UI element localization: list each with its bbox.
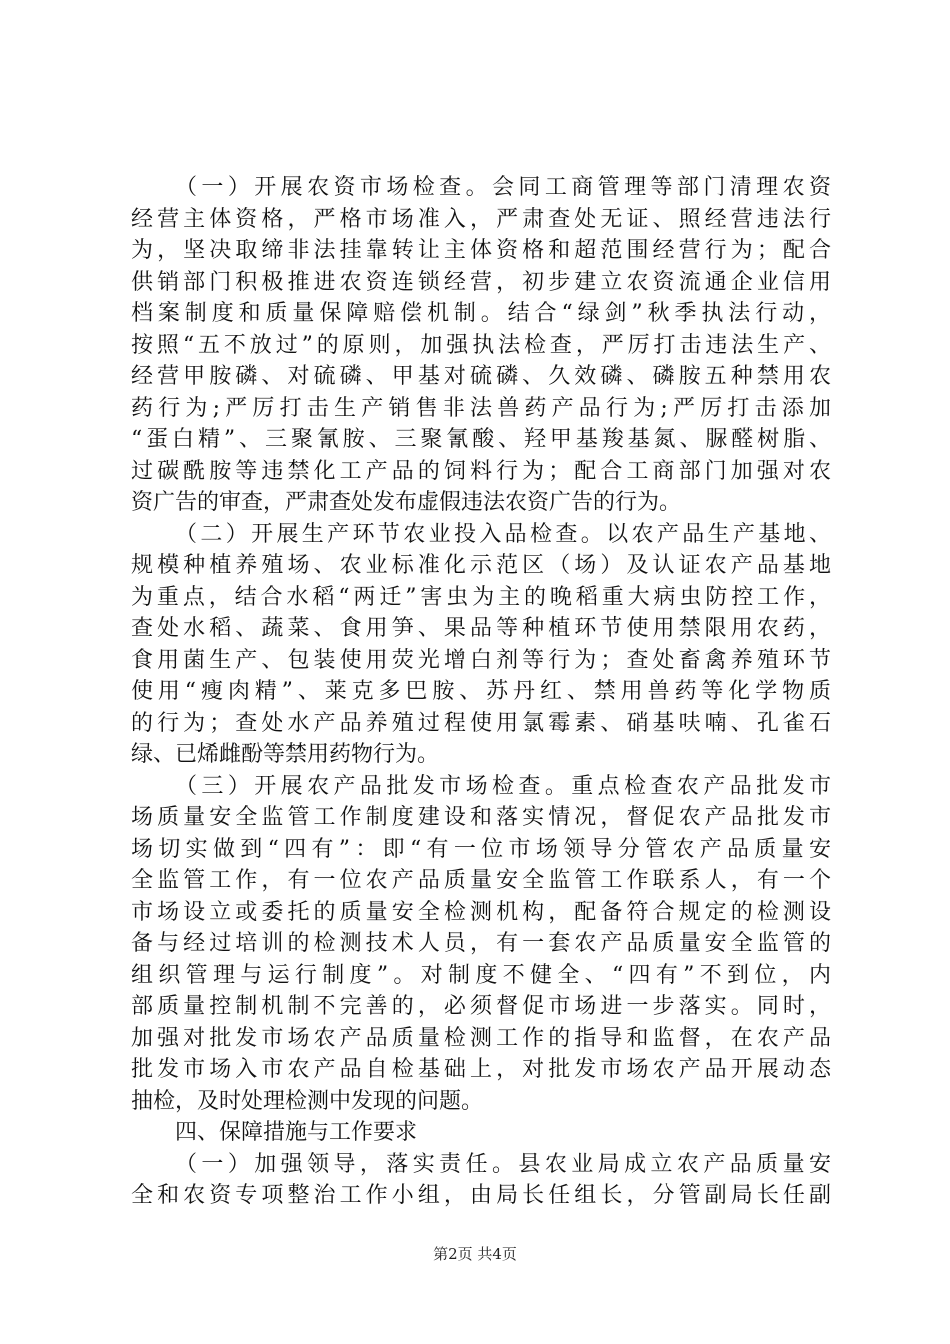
text-line: 查处水稻、蔬菜、食用笋、果品等种植环节使用禁限用农药，: [131, 616, 831, 641]
text-line: 绿、已烯雌酚等禁用药物行为。: [131, 742, 440, 767]
text-line: 按照“五不放过”的原则，加强执法检查，严厉打击违法生产、: [131, 332, 831, 358]
text-line: 抽检，及时处理检测中发现的问题。: [131, 1088, 484, 1114]
text-line: （一）开展农资市场检查。会同工商管理等部门清理农资: [175, 175, 831, 200]
text-line: 经营甲胺磷、对硫磷、甲基对硫磷、久效磷、磷胺五种禁用农: [131, 364, 831, 389]
text-line: 过碳酰胺等违禁化工产品的饲料行为；配合工商部门加强对农: [131, 458, 831, 484]
text-line: 四、保障措施与工作要求: [175, 1120, 418, 1145]
text-line: 全和农资专项整治工作小组，由局长任组长，分管副局长任副: [131, 1183, 831, 1208]
text-line: 全监管工作，有一位农产品质量安全监管工作联系人，有一个: [131, 868, 831, 893]
text-line: 药行为;严厉打击生产销售非法兽药产品行为;严厉打击添加: [131, 395, 831, 421]
text-line: 市场设立或委托的质量安全检测机构，配备符合规定的检测设: [131, 899, 831, 925]
text-line: 规模种植养殖场、农业标准化示范区（场）及认证农产品基地: [131, 553, 831, 578]
text-line: 资广告的审查，严肃查处发布虚假违法农资广告的行为。: [131, 490, 682, 515]
text-line: 食用菌生产、包装使用荧光增白剂等行为；查处畜禽养殖环节: [131, 647, 831, 673]
text-line: 为，坚决取缔非法挂靠转让主体资格和超范围经营行为；配合: [131, 238, 831, 263]
text-line: 备与经过培训的检测技术人员，有一套农产品质量安全监管的: [131, 931, 831, 956]
text-line: 为重点，结合水稻“两迁”害虫为主的晚稻重大病虫防控工作，: [131, 584, 831, 610]
text-line: 组织管理与运行制度”。对制度不健全、“四有”不到位，内: [131, 962, 831, 988]
text-line: 加强对批发市场农产品质量检测工作的指导和监督，在农产品: [131, 1025, 831, 1051]
text-line: 经营主体资格，严格市场准入，严肃查处无证、照经营违法行: [131, 206, 831, 232]
text-line: （二）开展生产环节农业投入品检查。以农产品生产基地、: [175, 521, 831, 547]
body-text: [131, 172, 831, 1212]
text-line: 场切实做到“四有”：即“有一位市场领导分管农产品质量安: [131, 836, 831, 862]
text-line: “蛋白精”、三聚氰胺、三聚氰酸、羟甲基羧基氮、脲醛树脂、: [131, 427, 831, 452]
text-line: （一）加强领导，落实责任。县农业局成立农产品质量安: [175, 1151, 831, 1177]
text-line: 档案制度和质量保障赔偿机制。结合“绿剑”秋季执法行动，: [131, 301, 831, 326]
text-line: 供销部门积极推进农资连锁经营，初步建立农资流通企业信用: [131, 269, 831, 295]
text-line: 部质量控制机制不完善的，必须督促市场进一步落实。同时，: [131, 994, 831, 1019]
page-footer: 第2页 共4页: [433, 1245, 517, 1263]
text-line: 批发市场入市农产品自检基础上，对批发市场农产品开展动态: [131, 1057, 831, 1082]
text-line: 场质量安全监管工作制度建设和落实情况，督促农产品批发市: [131, 805, 831, 830]
text-line: 使用“瘦肉精”、莱克多巴胺、苏丹红、禁用兽药等化学物质: [131, 679, 831, 704]
text-line: 的行为；查处水产品养殖过程使用氯霉素、硝基呋喃、孔雀石: [131, 710, 831, 736]
text-line: （三）开展农产品批发市场检查。重点检查农产品批发市: [175, 773, 831, 799]
